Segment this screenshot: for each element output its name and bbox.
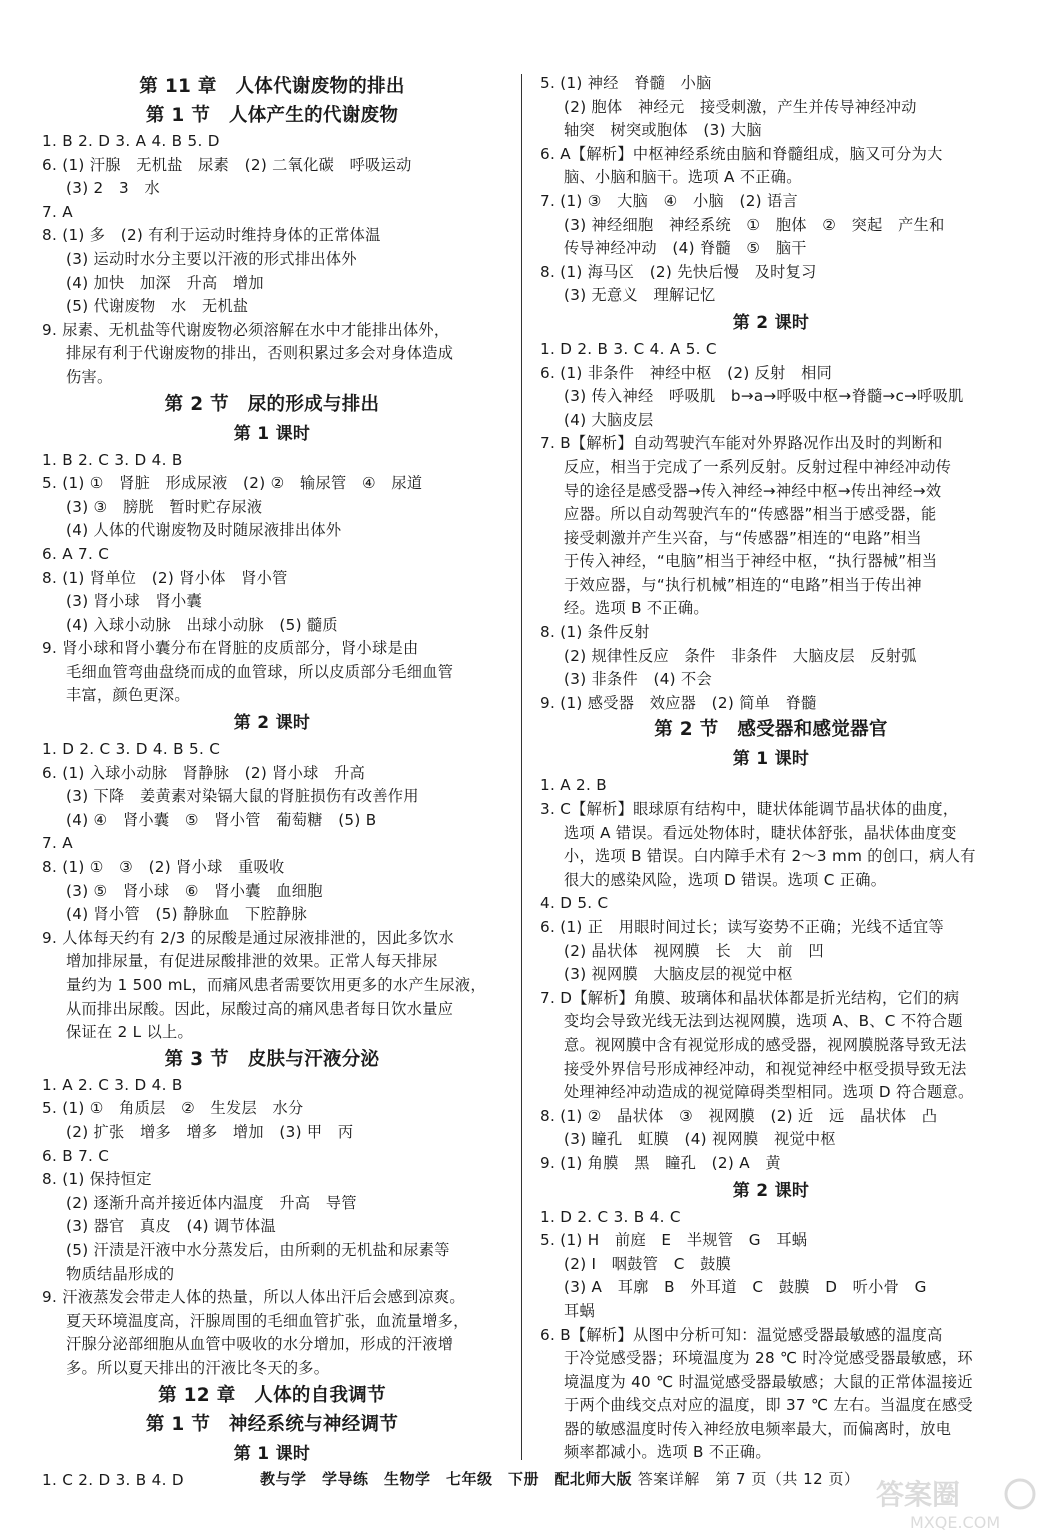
answer-line-continued: 经。选项 B 不正确。 [564, 599, 709, 618]
answer-line: 8. (1) 条件反射 [540, 623, 650, 642]
answer-line: 1. A 2. B [540, 776, 607, 795]
answer-line: 9. 尿素、无机盐等代谢废物必须溶解在水中才能排出体外， [42, 320, 450, 339]
answer-line-continued: (3) A 耳廓 B 外耳道 C 鼓膜 D 听小骨 G [564, 1278, 927, 1297]
answer-line-continued: 多。所以夏天排出的汗液比冬天的多。 [66, 1358, 330, 1377]
answer-line: 7. B【解析】自动驾驶汽车能对外界路况作出及时的判断和 [540, 434, 943, 453]
answer-line-continued: 意。视网膜中含有视觉形成的感受器，视网膜脱落导致无法 [564, 1035, 967, 1054]
answer-line-continued: (2) 逐渐升高并接近体内温度 升高 导管 [66, 1193, 357, 1212]
lesson-heading: 第 2 课时 [732, 1180, 810, 1201]
answer-line-continued: 器的敏感温度时传入神经放电频率最大，而偏离时，放电 [564, 1419, 952, 1438]
answer-line-continued: (3) 非条件 (4) 不会 [564, 670, 713, 689]
answer-line: 9. 汗液蒸发会带走人体的热量，所以人体出汗后会感到凉爽。 [42, 1288, 465, 1307]
answer-line-continued: 接受刺激并产生兴奋，与“传感器”相连的“电路”相当 [564, 528, 922, 547]
answer-line-continued: 变均会导致光线无法到达视网膜，选项 A、B、C 不符合题 [564, 1012, 963, 1031]
answer-line-continued: (4) 大脑皮层 [564, 410, 654, 429]
answer-line-continued: 轴突 树突或胞体 (3) 大脑 [564, 121, 762, 140]
lesson-heading: 第 1 课时 [233, 423, 311, 444]
answer-line: 1. B 2. C 3. D 4. B [42, 450, 183, 469]
answer-line-continued: 传导神经冲动 (4) 脊髓 ⑤ 脑干 [564, 239, 807, 258]
section-heading: 第 1 节 神经系统与神经调节 [145, 1413, 399, 1435]
section-heading: 第 11 章 人体代谢废物的排出 [139, 76, 405, 97]
answer-line: 5. (1) ① 肾脏 形成尿液 (2) ② 输尿管 ④ 尿道 [42, 474, 423, 493]
answer-line: 6. (1) 汗腺 无机盐 尿素 (2) 二氧化碳 呼吸运动 [42, 155, 412, 174]
page-footer [260, 1468, 880, 1489]
lesson-heading: 第 2 课时 [233, 713, 311, 734]
answer-line-continued: 于效应器，与“执行机械”相连的“电路”相当于传出神 [564, 575, 922, 594]
answer-line: 7. (1) ③ 大脑 ④ 小脑 (2) 语言 [540, 191, 799, 210]
answer-line-continued: (3) 无意义 理解记忆 [564, 286, 716, 305]
answer-line: 3. C【解析】眼球原有结构中，睫状体能调节晶状体的曲度， [540, 800, 959, 819]
answer-line-continued: 伤害。 [66, 367, 113, 386]
answer-line: 8. (1) 海马区 (2) 先快后慢 及时复习 [540, 262, 817, 281]
answer-line: 1. D 2. B 3. C 4. A 5. C [540, 339, 717, 358]
answer-line-continued: 频率都减小。选项 B 不正确。 [564, 1443, 771, 1462]
answer-line: 7. A [42, 834, 73, 853]
answer-line-continued: 从而排出尿酸。因此，尿酸过高的痛风患者每日饮水量应 [66, 999, 454, 1018]
answer-line-continued: (2) I 咽鼓管 C 鼓膜 [564, 1254, 732, 1273]
answer-line: 7. A [42, 202, 73, 221]
answer-line: 1. C 2. D 3. B 4. D [42, 1470, 184, 1489]
answer-line: 9. 人体每天约有 2/3 的尿酸是通过尿液排泄的，因此多饮水 [42, 928, 455, 947]
answer-line-continued: (3) 瞳孔 虹膜 (4) 视网膜 视觉中枢 [564, 1130, 836, 1149]
answer-line-continued: 境温度为 40 ℃ 时温觉感受器最敏感；大鼠的正常体温接近 [564, 1372, 973, 1391]
answer-line: 9. (1) 感受器 效应器 (2) 简单 脊髓 [540, 693, 817, 712]
answer-line-continued: (3) 下降 姜黄素对染镉大鼠的肾脏损伤有改善作用 [66, 787, 419, 806]
answer-line: 6. (1) 入球小动脉 肾静脉 (2) 肾小球 升高 [42, 763, 366, 782]
answer-line: 8. (1) 保持恒定 [42, 1170, 152, 1189]
answer-line-continued: (3) 传入神经 呼吸肌 b→a→呼吸中枢→脊髓→c→呼吸肌 [564, 387, 964, 406]
answer-line: 6. B 7. C [42, 1146, 110, 1165]
answer-line-continued: 导的途径是感受器→传入神经→神经中枢→传出神经→效 [564, 481, 942, 500]
section-heading: 第 12 章 人体的自我调节 [158, 1384, 386, 1406]
watermark-url: MXQE.COM [910, 1513, 1001, 1532]
answer-line-continued: 脑、小脑和脑干。选项 A 不正确。 [564, 168, 802, 187]
answer-line: 6. A 7. C [42, 544, 110, 563]
answer-line: 8. (1) 肾单位 (2) 肾小体 肾小管 [42, 568, 288, 587]
answer-line-continued: (3) 视网膜 大脑皮层的视觉中枢 [564, 965, 793, 984]
answer-line-continued: 增加排尿量，有促进尿酸排泄的效果。正常人每天排尿 [66, 952, 438, 971]
answer-line-continued: (3) 神经细胞 神经系统 ① 胞体 ② 突起 产生和 [564, 215, 945, 234]
answer-line-continued: 丰富，颜色更深。 [66, 686, 190, 705]
section-heading: 第 3 节 皮肤与汗液分泌 [164, 1048, 380, 1070]
watermark-text: 答案圈 [876, 1478, 961, 1511]
answer-line-continued: 于传入神经，“电脑”相当于神经中枢，“执行器械”相当 [564, 552, 938, 571]
answer-line-continued: 毛细血管弯曲盘绕而成的血管球，所以皮质部分毛细血管 [66, 662, 454, 681]
answer-line-continued: 处理神经冲动造成的视觉障碍类型相同。选项 D 符合题意。 [564, 1083, 974, 1102]
answer-line-continued: 应器。所以自动驾驶汽车的“传感器”相当于感受器，能 [564, 505, 937, 524]
answer-line: 1. B 2. D 3. A 4. B 5. D [42, 132, 220, 150]
answer-line-continued: 物质结晶形成的 [66, 1264, 175, 1283]
answer-line-continued: (3) 器官 真皮 (4) 调节体温 [66, 1217, 276, 1236]
answer-line-continued: (4) 肾小管 (5) 静脉血 下腔静脉 [66, 905, 307, 924]
answer-line-continued: 反应，相当于完成了一系列反射。反射过程中神经冲动传 [564, 457, 952, 476]
answer-line: 8. (1) ② 晶状体 ③ 视网膜 (2) 近 远 晶状体 凸 [540, 1106, 938, 1125]
answer-line-continued: (3) ⑤ 肾小球 ⑥ 肾小囊 血细胞 [66, 881, 323, 900]
lesson-heading: 第 1 课时 [732, 749, 810, 770]
answer-line-continued: (3) ③ 膀胱 暂时贮存尿液 [66, 497, 263, 516]
answer-line: 9. 肾小球和肾小囊分布在肾脏的皮质部分，肾小球是由 [42, 639, 419, 658]
answer-line-continued: (3) 运动时水分主要以汗液的形式排出体外 [66, 249, 357, 268]
column-divider [521, 74, 522, 1460]
answer-line: 8. (1) ① ③ (2) 肾小球 重吸收 [42, 858, 285, 877]
section-heading: 第 2 节 尿的形成与排出 [164, 393, 380, 415]
answer-line: 6. (1) 正 用眼时间过长；读写姿势不正确；光线不适宜等 [540, 918, 944, 936]
answer-line-continued: 于冷觉感受器；环境温度为 28 ℃ 时冷觉感受器最敏感，环 [564, 1349, 973, 1368]
answer-line: 5. (1) ① 角质层 ② 生发层 水分 [42, 1099, 304, 1118]
answer-line: 1. D 2. C 3. D 4. B 5. C [42, 740, 221, 759]
answer-line: 6. A【解析】中枢神经系统由脑和脊髓组成，脑又可分为大 [540, 144, 943, 163]
watermark-logo [870, 1474, 1040, 1532]
answer-line-continued: (3) 2 3 水 [66, 179, 160, 198]
answer-line-continued: 选项 A 错误。看远处物体时，睫状体舒张，晶状体曲度变 [564, 823, 957, 842]
answer-line: 1. D 2. C 3. B 4. C [540, 1207, 681, 1226]
answer-line-continued: (4) 人体的代谢废物及时随尿液排出体外 [66, 521, 342, 540]
answer-line-continued: (5) 汗渍是汗液中水分蒸发后，由所剩的无机盐和尿素等 [66, 1240, 450, 1259]
answer-line-continued: (4) 入球小动脉 出球小动脉 (5) 髓质 [66, 615, 338, 634]
answer-line: 5. (1) H 前庭 E 半规管 G 耳蜗 [540, 1231, 808, 1250]
answer-line-continued: 汗腺分泌部细胞从血管中吸收的水分增加，形成的汗液增 [66, 1335, 454, 1354]
answer-line-continued: 量约为 1 500 mL，而痛风患者需要饮用更多的水产生尿液， [66, 976, 486, 994]
watermark-icon [870, 1474, 1040, 1532]
answer-line-continued: 夏天环境温度高，汗腺周围的毛细血管扩张，血流量增多， [66, 1311, 469, 1330]
section-heading: 第 1 节 人体产生的代谢废物 [145, 105, 399, 126]
footer-page-label: 答案详解 第 7 页（共 12 页） [637, 1470, 860, 1488]
answer-line: 1. A 2. C 3. D 4. B [42, 1075, 183, 1094]
answer-line-continued: (4) 加快 加深 升高 增加 [66, 273, 264, 292]
answer-line: 6. B【解析】从图中分析可知：温觉感受器最敏感的温度高 [540, 1325, 943, 1344]
footer-title: 教与学 学导练 生物学 七年级 下册 配北师大版 [260, 1470, 633, 1488]
answer-line-continued: 耳蜗 [564, 1301, 595, 1320]
answer-line: 4. D 5. C [540, 894, 609, 913]
answer-line-continued: 小，选项 B 错误。白内障手术有 2～3 mm 的创口，病人有 [564, 847, 976, 866]
left-column [42, 72, 502, 1492]
answer-line: 7. D【解析】角膜、玻璃体和晶状体都是折光结构，它们的病 [540, 988, 960, 1007]
answer-line-continued: (5) 代谢废物 水 无机盐 [66, 297, 249, 316]
section-heading: 第 2 节 感受器和感觉器官 [654, 719, 888, 741]
lesson-heading: 第 1 课时 [233, 1443, 311, 1464]
answer-line-continued: 很大的感染风险，选项 D 错误。选项 C 正确。 [564, 870, 887, 889]
answer-line-continued: (2) 规律性反应 条件 非条件 大脑皮层 反射弧 [564, 646, 917, 665]
answer-line-continued: 排尿有利于代谢废物的排出，否则积累过多会对身体造成 [66, 344, 454, 363]
answer-line: 8. (1) 多 (2) 有利于运动时维持身体的正常体温 [42, 226, 381, 245]
answer-line-continued: (2) 晶状体 视网膜 长 大 前 凹 [564, 941, 824, 960]
answer-line-continued: 接受外界信号形成神经冲动，和视觉神经中枢受损导致无法 [564, 1059, 967, 1078]
answer-line-continued: (2) 胞体 神经元 接受刺激，产生并传导神经冲动 [564, 97, 917, 116]
lesson-heading: 第 2 课时 [732, 312, 810, 333]
right-column [540, 72, 1002, 1465]
answer-line: 9. (1) 角膜 黑 瞳孔 (2) A 黄 [540, 1153, 781, 1172]
answer-line-continued: 于两个曲线交点对应的温度，即 37 ℃ 左右。当温度在感受 [564, 1396, 973, 1415]
answer-line-continued: (4) ④ 肾小囊 ⑤ 肾小管 葡萄糖 (5) B [66, 810, 377, 829]
answer-line: 5. (1) 神经 脊髓 小脑 [540, 74, 712, 92]
answer-line-continued: (3) 肾小球 肾小囊 [66, 592, 202, 611]
answer-line-continued: (2) 扩张 增多 增多 增加 (3) 甲 丙 [66, 1122, 354, 1141]
answer-line-continued: 保证在 2 L 以上。 [66, 1023, 194, 1042]
answer-line: 6. (1) 非条件 神经中枢 (2) 反射 相同 [540, 363, 833, 382]
